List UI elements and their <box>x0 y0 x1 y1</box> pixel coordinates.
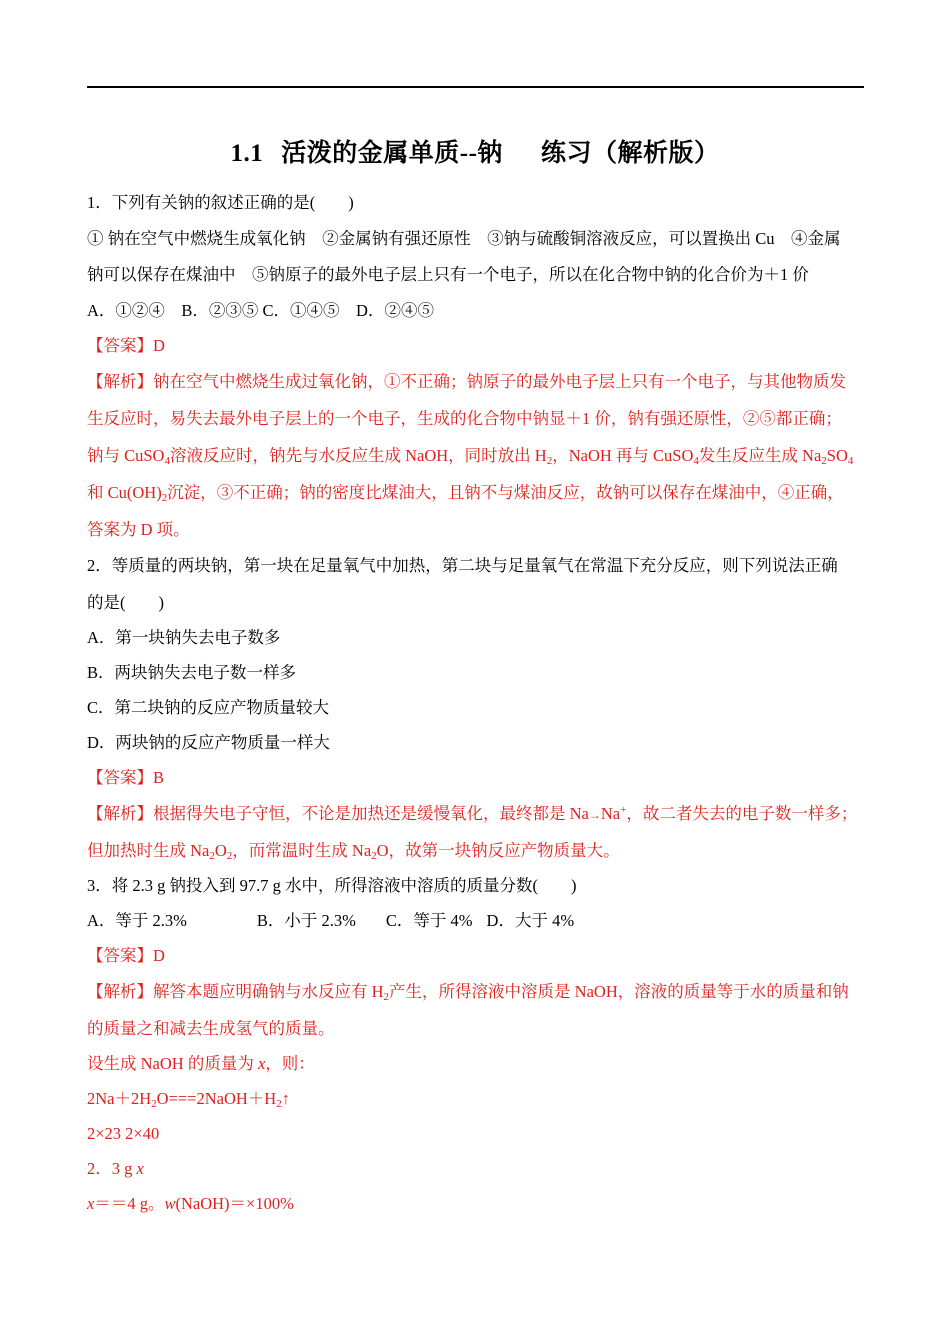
page-title: 1.1 活泼的金属单质--钠 练习（解析版） <box>230 140 720 167</box>
q1-analysis-line-5: 答案为 D 项。 <box>87 520 190 539</box>
q3-mass: 2．3 g x <box>87 1159 144 1178</box>
q3-analysis-line-2: 的质量之和减去生成氢气的质量。 <box>87 1019 335 1038</box>
q3-options: A．等于 2.3% B．小于 2.3% C．等于 4% D．大于 4% <box>87 911 575 930</box>
q3-ratio: 2×23 2×40 <box>87 1124 160 1143</box>
q1-stem: 1．下列有关钠的叙述正确的是( ) <box>87 193 354 212</box>
q2-answer: 【答案】B <box>87 768 165 787</box>
q1-answer: 【答案】D <box>87 336 165 355</box>
q2-option-a: A．第一块钠失去电子数多 <box>87 628 281 647</box>
q3-stem: 3．将 2.3 g 钠投入到 97.7 g 水中，所得溶液中溶质的质量分数( ) <box>87 876 577 895</box>
q1-analysis-line-3: 钠与 CuSO$_4$溶液反应时，钠先与水反应生成 NaOH，同时放出 $H_2$，NaOH 再与 CuSO$_4$发生反应生成 $Na_2SO_4$ <box>87 446 854 467</box>
q1-analysis-line-1: 【解析】钠在空气中燃烧生成过氧化钠，①不正确；钠原子的最外电子层上只有一个电子，与其他物质发 <box>87 372 846 391</box>
q2-option-b: B．两块钠失去电子数一样多 <box>87 663 297 682</box>
q2-option-d: D．两块钠的反应产物质量一样大 <box>87 733 330 752</box>
q2-stem-line-1: 2．等质量的两块钠，第一块在足量氧气中加热，第二块与足量氧气在常温下充分反应，则下列说法正确 <box>87 556 838 575</box>
q1-statements-line-2: 钠可以保存在煤油中 ⑤钠原子的最外电子层上只有一个电子，所以在化合物中钠的化合价为＋1 价 <box>87 265 809 284</box>
q2-analysis-line-2: 但加热时生成 $Na_2O_2$，而常温时生成 $Na_2O$，故第一块钠反应产物质量大。 <box>87 841 620 862</box>
header-rule <box>87 86 864 88</box>
q1-options: A．①②④ B．②③⑤ C．①④⑤ D．②④⑤ <box>87 301 434 320</box>
q1-analysis-line-2: 生反应时，易失去最外电子层上的一个电子，生成的化合物中钠显＋1 价，钠有强还原性，②⑤都正确； <box>87 409 842 428</box>
q1-analysis-line-4: 和 $Cu(OH)_2$沉淀，③不正确；钠的密度比煤油大，且钠不与煤油反应，故钠可以保存在煤油中，④正确， <box>87 483 844 504</box>
q1-statements-line-1: ① 钠在空气中燃烧生成氧化钠 ②金属钠有强还原性 ③钠与硫酸铜溶液反应，可以置换出 Cu ④金属 <box>87 229 841 248</box>
q3-answer: 【答案】D <box>87 946 165 965</box>
q3-result: x＝＝4 g。w(NaOH)＝×100% <box>87 1194 294 1213</box>
q3-analysis-line-3: 设生成 NaOH 的质量为 x，则： <box>87 1054 315 1073</box>
q2-stem-line-2: 的是( ) <box>87 593 164 612</box>
q3-analysis-line-1: 【解析】解答本题应明确钠与水反应有 $H_2$产生，所得溶液中溶质是 NaOH，溶液的质量等于水的质量和钠 <box>87 982 849 1003</box>
q3-equation: $2Na+2H_2O===2NaOH+H_2↑$ <box>87 1089 290 1110</box>
q2-analysis-line-1: 【解析】根据得失电子守恒，不论是加热还是缓慢氧化，最终都是 Na→Na+，故二者失去的电子数一样多； <box>87 804 858 823</box>
q2-option-c: C．第二块钠的反应产物质量较大 <box>87 698 330 717</box>
